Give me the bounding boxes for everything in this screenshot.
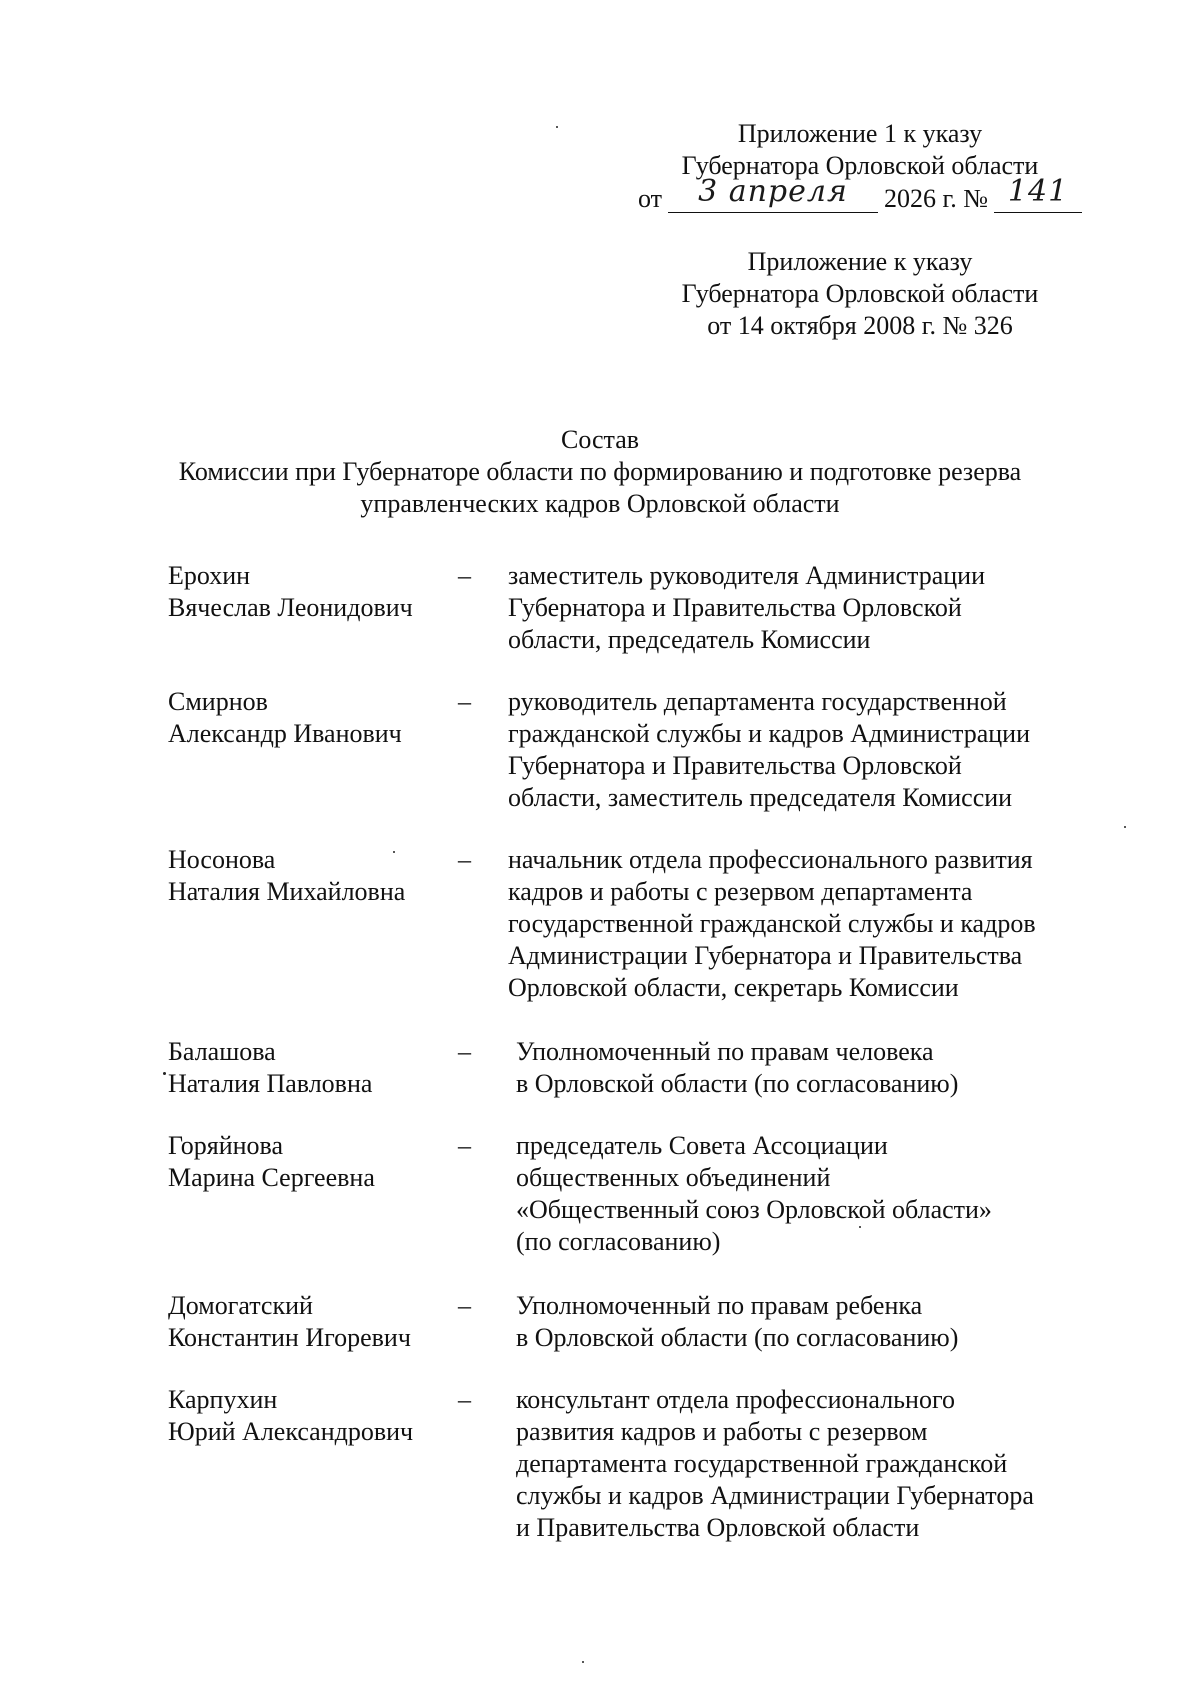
member-given-names: Марина Сергеевна bbox=[168, 1163, 375, 1192]
member-role-line: начальник отдела профессионального развития bbox=[508, 845, 1033, 874]
member-dash: – bbox=[458, 1131, 471, 1160]
member-role-line: Орловской области, секретарь Комиссии bbox=[508, 973, 959, 1002]
member-role bbox=[508, 1384, 1116, 1544]
document-title bbox=[100, 424, 1100, 520]
member-role-line: Администрации Губернатора и Правительства bbox=[508, 941, 1023, 970]
member-role-line: и Правительства Орловской области bbox=[516, 1513, 920, 1542]
handwritten-number: 141 bbox=[1007, 174, 1069, 209]
date-prefix: от bbox=[637, 184, 662, 213]
member-role-line: кадров и работы с резервом департамента bbox=[508, 877, 973, 906]
member-name bbox=[168, 686, 458, 750]
member-role-line: консультант отдела профессионального bbox=[516, 1385, 955, 1414]
member-entry bbox=[168, 844, 1128, 1004]
scan-speck bbox=[859, 1226, 861, 1228]
scan-speck bbox=[582, 1661, 584, 1663]
date-blank bbox=[668, 174, 878, 213]
members-list bbox=[168, 560, 1128, 1544]
member-given-names: Константин Игоревич bbox=[168, 1323, 411, 1352]
scan-speck bbox=[163, 1072, 166, 1075]
member-role-line: области, председатель Комиссии bbox=[508, 625, 871, 654]
member-surname: Домогатский bbox=[168, 1291, 313, 1320]
member-dash: – bbox=[458, 1291, 471, 1320]
member-name bbox=[168, 1036, 458, 1100]
member-role-line: Губернатора и Правительства Орловской bbox=[508, 593, 962, 622]
member-surname: Балашова bbox=[168, 1037, 276, 1066]
scan-speck bbox=[556, 126, 558, 128]
member-entry bbox=[168, 1384, 1128, 1544]
member-role-line: руководитель департамента государственной bbox=[508, 687, 1007, 716]
member-entry bbox=[168, 560, 1128, 656]
member-entry bbox=[168, 686, 1128, 814]
member-role bbox=[508, 844, 1108, 1004]
member-surname: Ерохин bbox=[168, 561, 251, 590]
member-given-names: Наталия Павловна bbox=[168, 1069, 373, 1098]
member-role-line: службы и кадров Администрации Губернатора bbox=[516, 1481, 1034, 1510]
member-role bbox=[508, 1290, 1116, 1354]
member-name bbox=[168, 844, 458, 908]
member-role-line: председатель Совета Ассоциации bbox=[516, 1131, 888, 1160]
member-given-names: Юрий Александрович bbox=[168, 1417, 414, 1446]
member-dash: – bbox=[458, 845, 471, 874]
member-entry bbox=[168, 1290, 1128, 1354]
member-dash: – bbox=[458, 1385, 471, 1414]
member-entry bbox=[168, 1036, 1128, 1100]
title-line1: Состав bbox=[560, 425, 640, 454]
member-role-line: заместитель руководителя Администрации bbox=[508, 561, 986, 590]
member-role-line: Уполномоченный по правам человека bbox=[516, 1037, 934, 1066]
appendix-new-line1: Приложение 1 к указу bbox=[737, 119, 983, 148]
member-role bbox=[508, 1036, 1116, 1100]
member-role-line: Губернатора и Правительства Орловской bbox=[508, 751, 962, 780]
member-given-names: Наталия Михайловна bbox=[168, 877, 406, 906]
title-line2: Комиссии при Губернаторе области по формированию и подготовке резерва bbox=[178, 457, 1022, 486]
appendix-new-date-line bbox=[560, 174, 1160, 215]
scan-speck bbox=[1124, 826, 1126, 828]
appendix-new-header bbox=[560, 118, 1160, 215]
member-role bbox=[508, 560, 1108, 656]
member-role-line: департамента государственной гражданской bbox=[516, 1449, 1008, 1478]
handwritten-date: 3 апреля bbox=[698, 174, 848, 209]
member-given-names: Александр Иванович bbox=[168, 719, 402, 748]
year-text: 2026 г. № bbox=[883, 184, 989, 213]
member-dash: – bbox=[458, 1037, 471, 1066]
member-surname: Карпухин bbox=[168, 1385, 278, 1414]
appendix-new-line2: Губернатора Орловской области bbox=[681, 151, 1039, 180]
member-role-line: государственной гражданской службы и кадров bbox=[508, 909, 1036, 938]
member-name bbox=[168, 1130, 458, 1194]
member-name bbox=[168, 1290, 458, 1354]
member-role-line: Уполномоченный по правам ребенка bbox=[516, 1291, 923, 1320]
member-role-line: в Орловской области (по согласованию) bbox=[516, 1323, 959, 1352]
member-name bbox=[168, 1384, 458, 1448]
member-role-line: области, заместитель председателя Комиссии bbox=[508, 783, 1013, 812]
member-role-line: (по согласованию) bbox=[516, 1227, 721, 1256]
appendix-original-line2: Губернатора Орловской области bbox=[681, 279, 1039, 308]
member-surname: Горяйнова bbox=[168, 1131, 284, 1160]
member-role-line: в Орловской области (по согласованию) bbox=[516, 1069, 959, 1098]
member-given-names: Вячеслав Леонидович bbox=[168, 593, 413, 622]
title-line3: управленческих кадров Орловской области bbox=[360, 489, 840, 518]
appendix-original-line3: от 14 октября 2008 г. № 326 bbox=[707, 311, 1013, 340]
member-role bbox=[508, 686, 1108, 814]
member-entry bbox=[168, 1130, 1128, 1258]
member-role-line: общественных объединений bbox=[516, 1163, 831, 1192]
appendix-original-line1: Приложение к указу bbox=[747, 247, 973, 276]
member-role bbox=[508, 1130, 1116, 1258]
number-blank bbox=[994, 174, 1082, 213]
member-dash: – bbox=[458, 561, 471, 590]
member-surname: Смирнов bbox=[168, 687, 268, 716]
scan-speck bbox=[393, 851, 395, 853]
member-name bbox=[168, 560, 458, 624]
appendix-original-header bbox=[560, 246, 1160, 342]
member-surname: Носонова bbox=[168, 845, 276, 874]
member-dash: – bbox=[458, 687, 471, 716]
member-role-line: «Общественный союз Орловской области» bbox=[516, 1195, 992, 1224]
member-role-line: гражданской службы и кадров Администрации bbox=[508, 719, 1031, 748]
member-role-line: развития кадров и работы с резервом bbox=[516, 1417, 928, 1446]
